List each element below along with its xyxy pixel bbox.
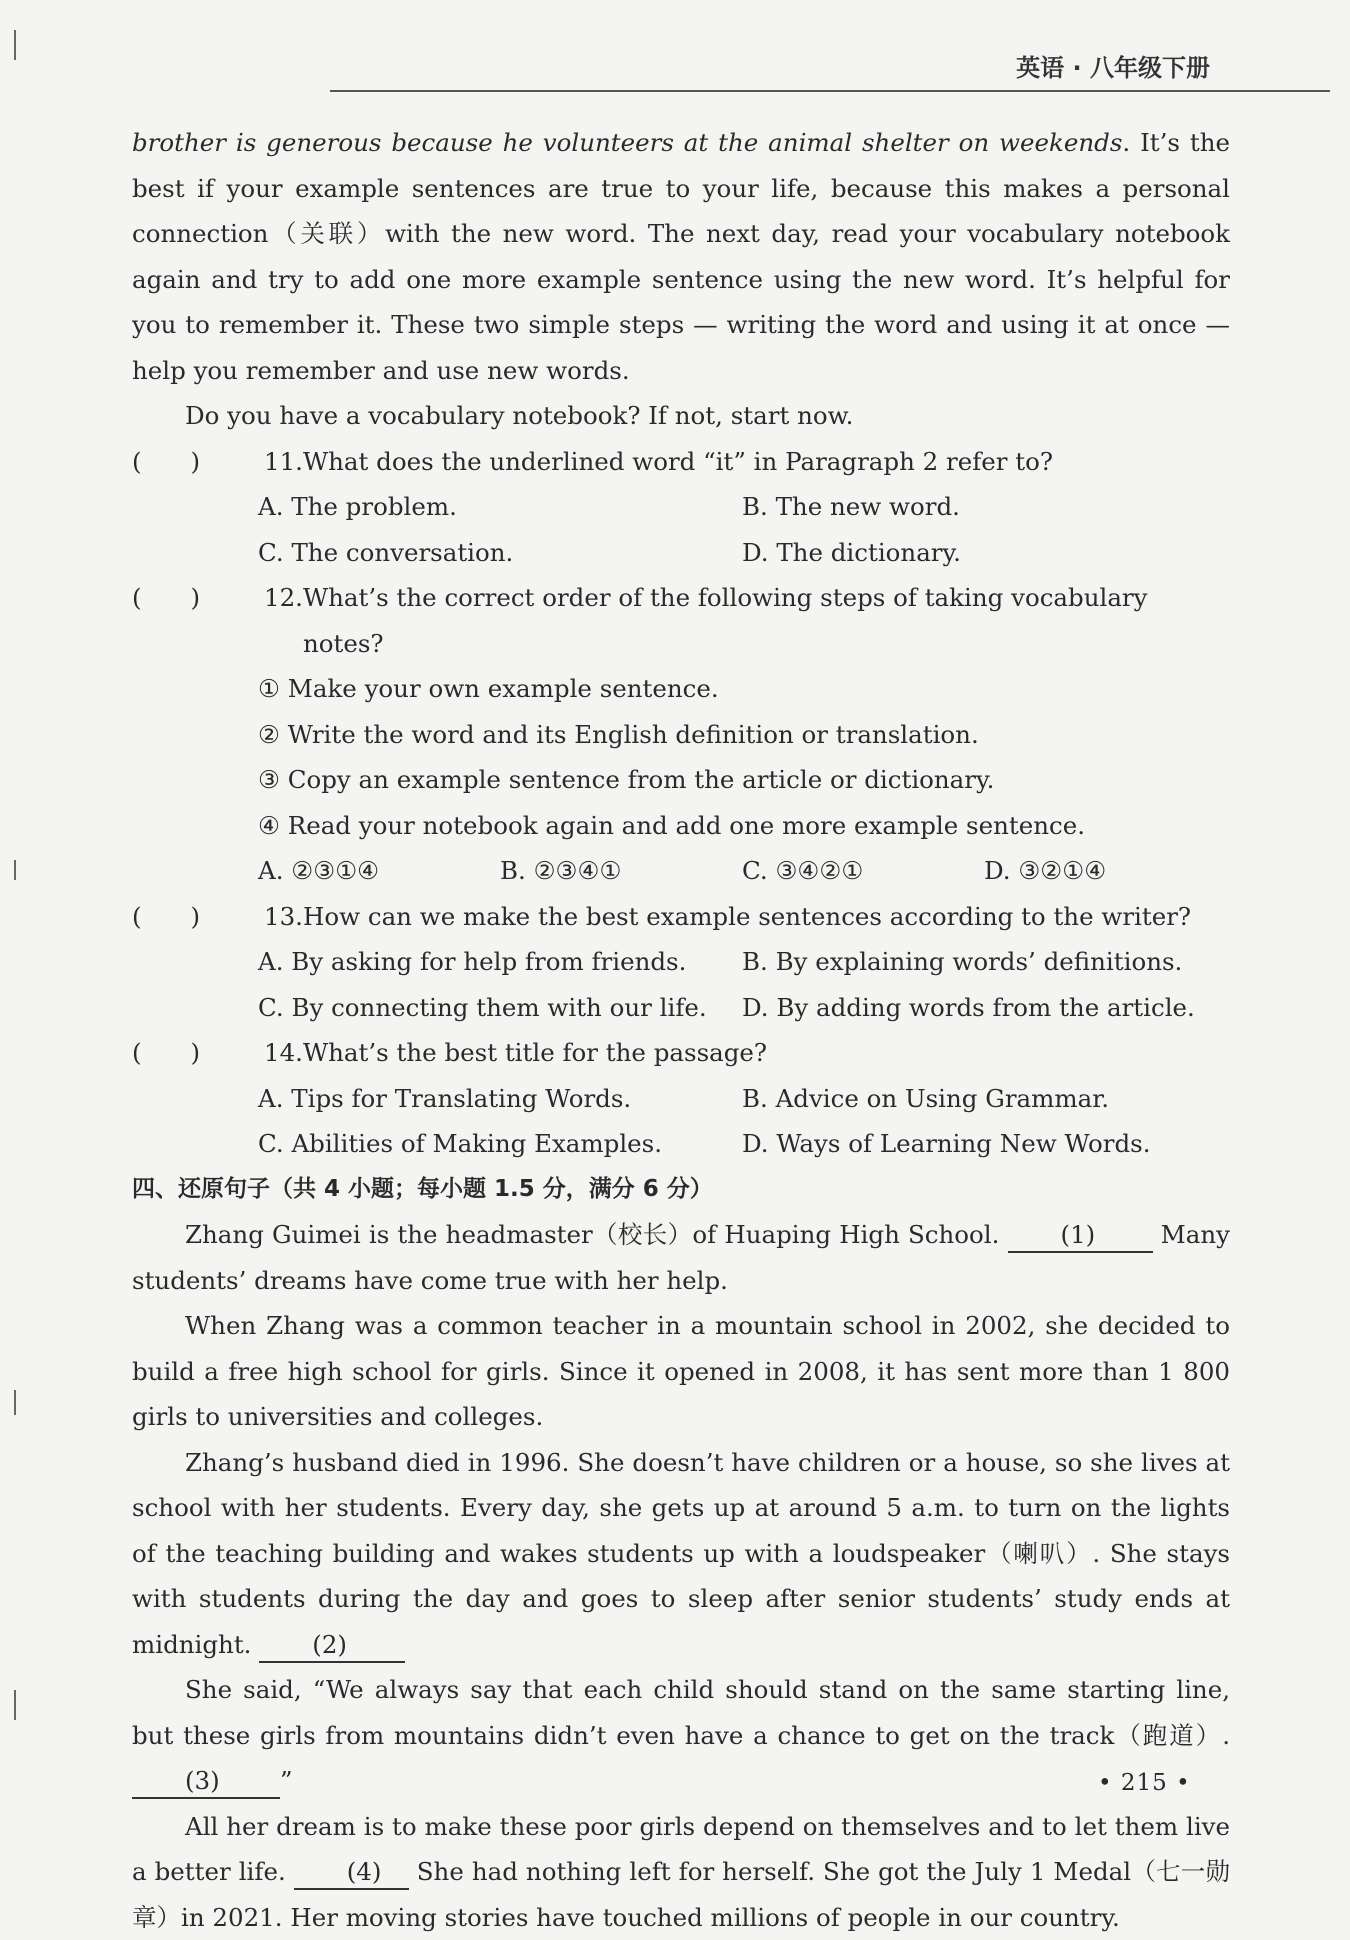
option-d[interactable]: D. ③②①④: [984, 848, 1226, 894]
fill-blank-1[interactable]: (1): [1008, 1219, 1153, 1253]
scan-edge-mark: [14, 1390, 16, 1415]
option-b[interactable]: B. By explaining words’ definitions.: [742, 939, 1226, 985]
closing-quote: ”: [280, 1766, 293, 1795]
italic-example: brother is generous because he volunteers at the animal shelter on weekends: [132, 128, 1122, 157]
option-c[interactable]: C. ③④②①: [742, 848, 984, 894]
page-number: • 215 •: [1098, 1770, 1191, 1796]
passage-paragraph: [132, 1212, 1230, 1303]
passage-text: . It’s the best if your example sentences are true to your life, because this makes a personal connection（关联）with the new word. The next day, read your vocabulary notebook again and try to add one more example sentence using the new word. It’s helpful for you to remember it. These two simple steps — writing the word and using it at once — help you remember and use new words.: [132, 128, 1230, 385]
question-stem: What’s the correct order of the following steps of taking vocabulary notes?: [303, 575, 1230, 666]
option-d[interactable]: D. The dictionary.: [742, 530, 1226, 576]
section-title: 四、还原句子（共 4 小题；每小题 1.5 分，满分 6 分）: [132, 1167, 1230, 1213]
passage-paragraph: When Zhang was a common teacher in a mountain school in 2002, she decided to build a free high school for girls. Since it opened in 2008, it has sent more than 1 800 girls to universities and colleges.: [132, 1303, 1230, 1440]
option-c[interactable]: C. The conversation.: [258, 530, 742, 576]
question-12: [132, 575, 1230, 894]
header-rule: [330, 90, 1330, 92]
answer-blank[interactable]: ( ): [132, 894, 264, 940]
sentence: She said, “We always say that each child should stand on the same starting line, but these girls from mountains didn’t even have a chance to get on the track（跑道）.: [132, 1675, 1230, 1750]
option-d[interactable]: D. Ways of Learning New Words.: [742, 1121, 1226, 1167]
fill-blank-2[interactable]: (2): [259, 1629, 405, 1663]
question-11: [132, 439, 1230, 576]
sentence: Zhang Guimei is the headmaster（校长）of Huaping High School.: [185, 1220, 999, 1249]
question-14: [132, 1030, 1230, 1167]
answer-blank[interactable]: ( ): [132, 1030, 264, 1076]
page-header: [0, 40, 1350, 90]
passage-paragraph: [132, 1440, 1230, 1668]
fill-blank-3[interactable]: (3): [132, 1765, 280, 1799]
passage-paragraph: [132, 1804, 1230, 1940]
option-d[interactable]: D. By adding words from the article.: [742, 985, 1226, 1031]
scan-edge-mark: [14, 860, 16, 880]
passage-closing: Do you have a vocabulary notebook? If not, start now.: [132, 393, 1230, 439]
question-stem: What’s the best title for the passage?: [303, 1030, 767, 1076]
question-number: 11.: [264, 439, 303, 485]
step-item: ④ Read your notebook again and add one more example sentence.: [132, 803, 1230, 849]
passage-paragraph: [132, 120, 1230, 393]
question-13: [132, 894, 1230, 1031]
question-number: 13.: [264, 894, 303, 940]
answer-blank[interactable]: ( ): [132, 439, 264, 485]
option-b[interactable]: B. The new word.: [742, 484, 1226, 530]
scan-edge-mark: [14, 1690, 16, 1720]
option-b[interactable]: B. Advice on Using Grammar.: [742, 1076, 1226, 1122]
option-a[interactable]: A. The problem.: [258, 484, 742, 530]
option-c[interactable]: C. By connecting them with our life.: [258, 985, 742, 1031]
sentence: She had nothing left for herself. She got the July 1 Medal（七一勋章）in 2021. Her moving stories have touched millions of people in our country.: [132, 1857, 1230, 1932]
step-item: ② Write the word and its English definition or translation.: [132, 712, 1230, 758]
page-content: [132, 120, 1230, 1940]
answer-blank[interactable]: ( ): [132, 575, 264, 666]
option-b[interactable]: B. ②③④①: [500, 848, 742, 894]
option-a[interactable]: A. ②③①④: [258, 848, 500, 894]
sentence: Many students’ dreams have come true with her help.: [132, 1220, 1230, 1295]
step-item: ③ Copy an example sentence from the article or dictionary.: [132, 757, 1230, 803]
passage-paragraph: [132, 1667, 1230, 1804]
option-a[interactable]: A. By asking for help from friends.: [258, 939, 742, 985]
question-number: 12.: [264, 575, 303, 666]
step-item: ① Make your own example sentence.: [132, 666, 1230, 712]
sentence: Zhang’s husband died in 1996. She doesn’t have children or a house, so she lives at school with her students. Every day, she gets up at around 5 a.m. to turn on the lights of the teaching building and wakes students up with a loudspeaker（喇叭）. She stays with students during the day and goes to sleep after senior students’ study ends at midnight.: [132, 1448, 1230, 1659]
header-title: 英语 · 八年级下册: [1016, 48, 1210, 83]
fill-blank-4[interactable]: (4): [294, 1856, 409, 1890]
question-number: 14.: [264, 1030, 303, 1076]
option-c[interactable]: C. Abilities of Making Examples.: [258, 1121, 742, 1167]
question-stem: What does the underlined word “it” in Paragraph 2 refer to?: [303, 439, 1053, 485]
question-stem: How can we make the best example sentences according to the writer?: [303, 894, 1191, 940]
option-a[interactable]: A. Tips for Translating Words.: [258, 1076, 742, 1122]
sentence: All her dream is to make these poor girls depend on themselves and to let them live a better life.: [132, 1812, 1230, 1887]
